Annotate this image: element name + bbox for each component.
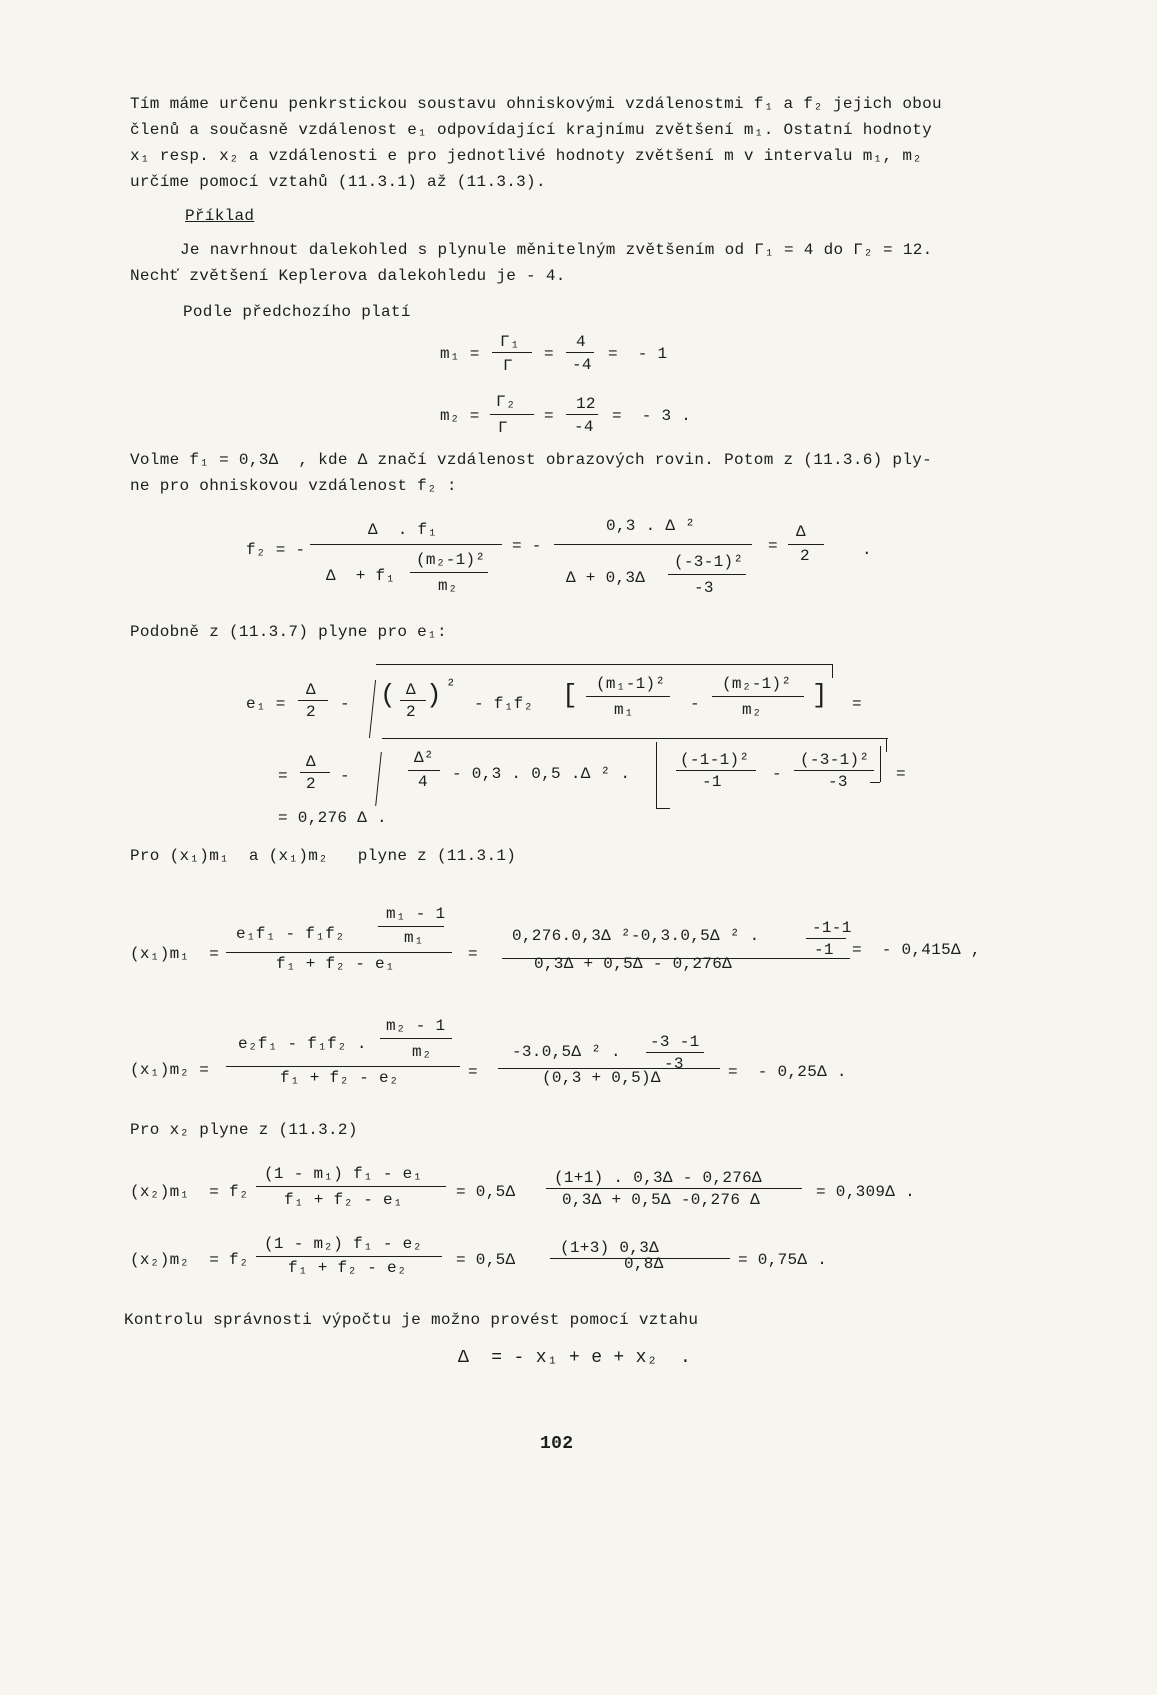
example-heading: Příklad <box>185 207 255 225</box>
final-relation: Δ = - x₁ + e + x₂ . <box>458 1348 692 1368</box>
volme-line-1: Volme f₁ = 0,3Δ , kde Δ značí vzdálenost obrazových rovin. Potom z (11.3.6) ply- <box>130 451 933 469</box>
page-number: 102 <box>540 1434 574 1454</box>
intro-line-4: určíme pomocí vztahů (11.3.1) až (11.3.3). <box>130 173 546 191</box>
example-line-1: Je navrhnout dalekohled s plynule měnitelným zvětšením od Γ₁ = 4 do Γ₂ = 12. <box>180 241 933 259</box>
intro-line-2: členů a současně vzdálenost e₁ odpovídající krajnímu zvětšení m₁. Ostatní hodnoty <box>130 121 933 139</box>
volme-line-2: ne pro ohniskovou vzdálenost f₂ : <box>130 477 457 495</box>
pro-x1-line: Pro (x₁)m₁ a (x₁)m₂ plyne z (11.3.1) <box>130 847 517 865</box>
podobne-line: Podobně z (11.3.7) plyne pro e₁: <box>130 623 447 641</box>
intro-line-3: x₁ resp. x₂ a vzdálenosti e pro jednotlivé hodnoty zvětšení m v intervalu m₁, m₂ <box>130 147 923 165</box>
kontrola-line: Kontrolu správnosti výpočtu je možno provést pomocí vztahu <box>124 1311 699 1329</box>
example-line-3: Podle předchozího platí <box>183 303 411 321</box>
pro-x2-line: Pro x₂ plyne z (11.3.2) <box>130 1121 358 1139</box>
intro-line-1: Tím máme určenu penkrstickou soustavu ohniskovými vzdálenostmi f₁ a f₂ jejich obou <box>130 95 942 113</box>
example-line-2: Nechť zvětšení Keplerova dalekohledu je - 4. <box>130 267 566 285</box>
document-page: Tím máme určenu penkrstickou soustavu ohniskovými vzdálenostmi f₁ a f₂ jejich obou členů a současně vzdálenost e₁ odpovídající krajnímu zvětšení m₁. Ostatní hodnoty x₁ resp. x₂ a vzdálenosti e pro jednotlivé hodnoty zvětšení m v intervalu m₁, m₂ určíme pomocí vztahů (11.3.1) až (11.3.3). Příklad Je navrhnout dalekohled s plynule měnitelným zvětšením od Γ₁ = 4 do Γ₂ = 12. Nechť zvětšení Keplerova dalekohledu je - 4. Podle předchozího platí m₁ = Γ₁ Γ = 4 -4 = - 1 m₂ = Γ₂ Γ = 12 -4 = - 3 . Volme f₁ = 0,3Δ , kde Δ značí vzdálenost obrazových rovin. Potom z (11.3.6) ply- ne pro ohniskovou vzdálenost f₂ : f₂ = - Δ . f₁ Δ + f₁ (m₂-1)² m₂ = - 0,3 . Δ ² Δ + 0,3Δ (-3-1)² -3 = Δ 2 . Podobně z (11.3.7) plyne pro e₁: e₁ = Δ 2 - ( Δ 2 ) ² - f₁f₂ [ (m₁-1)² m₁ - (m₂-1)² m₂ ] = = Δ 2 - Δ² 4 - 0,3 . 0,5 .Δ ² . (-1-1)² -1 - (-3-1)² -3 = = 0,276 Δ . Pro (x₁)m₁ a (x₁)m₂ plyne z (11.3.1) (x₁)m₁ = e₁f₁ - f₁f₂ m₁ - 1 m₁ f₁ + f₂ - e₁ = 0,276.0,3Δ ²-0,3.0,5Δ ² . -1-1 -1 0,3Δ + 0,5Δ - 0,276Δ = - 0,415Δ , (x₁)m₂ = e₂f₁ - f₁f₂ . m₂ - 1 m₂ f₁ + f₂ - e₂ = -3.0,5Δ ² . -3 -1 -3 (0,3 + 0,5)Δ = - 0,25Δ . Pro x₂ plyne z (11.3.2) (x₂)m₁ = f₂ (1 - m₁) f₁ - e₁ f₁ + f₂ - e₁ = 0,5Δ (1+1) . 0,3Δ - 0,276Δ 0,3Δ + 0,5Δ -0,276 Δ = 0,309Δ . (x₂)m₂ = f₂ (1 - m₂) f₁ - e₂ f₁ + f₂ - e₂ = 0,5Δ (1+3) 0,3Δ 0,8Δ = 0,75Δ . Kontrolu správnosti výpočtu je možno provést pomocí vztahu Δ = - x₁ + e + x₂ . 102 <box>124 95 981 1454</box>
